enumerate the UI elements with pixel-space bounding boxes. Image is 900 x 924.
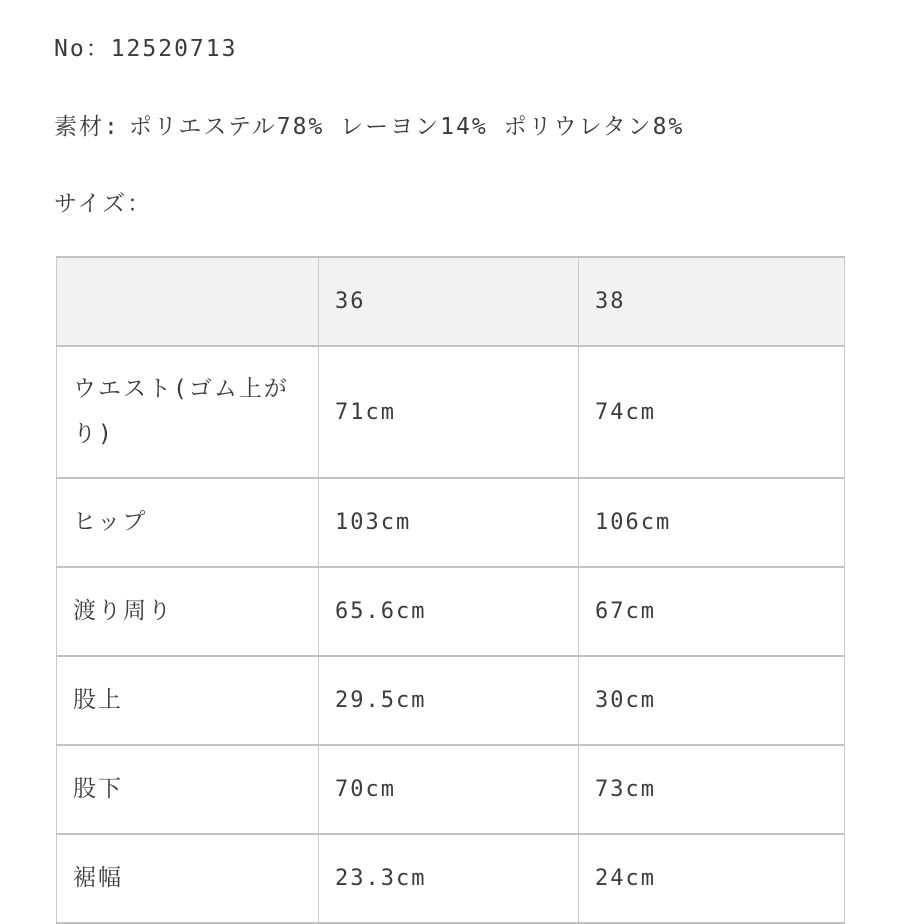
measurement-value: 106cm	[579, 478, 845, 567]
table-row-rise	[57, 656, 845, 745]
size-column-header-38: 38	[579, 257, 845, 346]
measurement-value: 67cm	[579, 567, 845, 656]
measurement-value: 29.5cm	[319, 656, 579, 745]
size-table-corner-cell	[57, 257, 319, 346]
material-value: ポリエステル78% レーヨン14% ポリウレタン8%	[128, 114, 685, 140]
table-row-hip	[57, 478, 845, 567]
size-column-header-36: 36	[319, 257, 579, 346]
size-section-label: サイズ：	[54, 191, 153, 217]
table-row-inseam	[57, 745, 845, 834]
measurement-value: 70cm	[319, 745, 579, 834]
measurement-label-waist: ウエスト(ゴム上がり)	[57, 346, 319, 478]
measurement-value: 24cm	[579, 834, 845, 923]
measurement-value: 30cm	[579, 656, 845, 745]
measurement-value: 65.6cm	[319, 567, 579, 656]
material-label: 素材:	[54, 114, 120, 140]
table-row-waist	[57, 346, 845, 478]
measurement-value: 73cm	[579, 745, 845, 834]
table-row-thigh	[57, 567, 845, 656]
measurement-value: 103cm	[319, 478, 579, 567]
material-line	[54, 114, 844, 141]
measurement-label-hip: ヒップ	[57, 478, 319, 567]
measurement-label-inseam: 股下	[57, 745, 319, 834]
measurement-label-hem-width: 裾幅	[57, 834, 319, 923]
measurement-value: 23.3cm	[319, 834, 579, 923]
size-table-header-row	[57, 257, 845, 346]
measurement-label-rise: 股上	[57, 656, 319, 745]
table-row-hem-width	[57, 834, 845, 923]
measurement-label-thigh: 渡り周り	[57, 567, 319, 656]
measurement-value: 71cm	[319, 346, 579, 478]
size-table	[56, 256, 845, 924]
measurement-value: 74cm	[579, 346, 845, 478]
product-number: No：12520713	[54, 36, 238, 62]
